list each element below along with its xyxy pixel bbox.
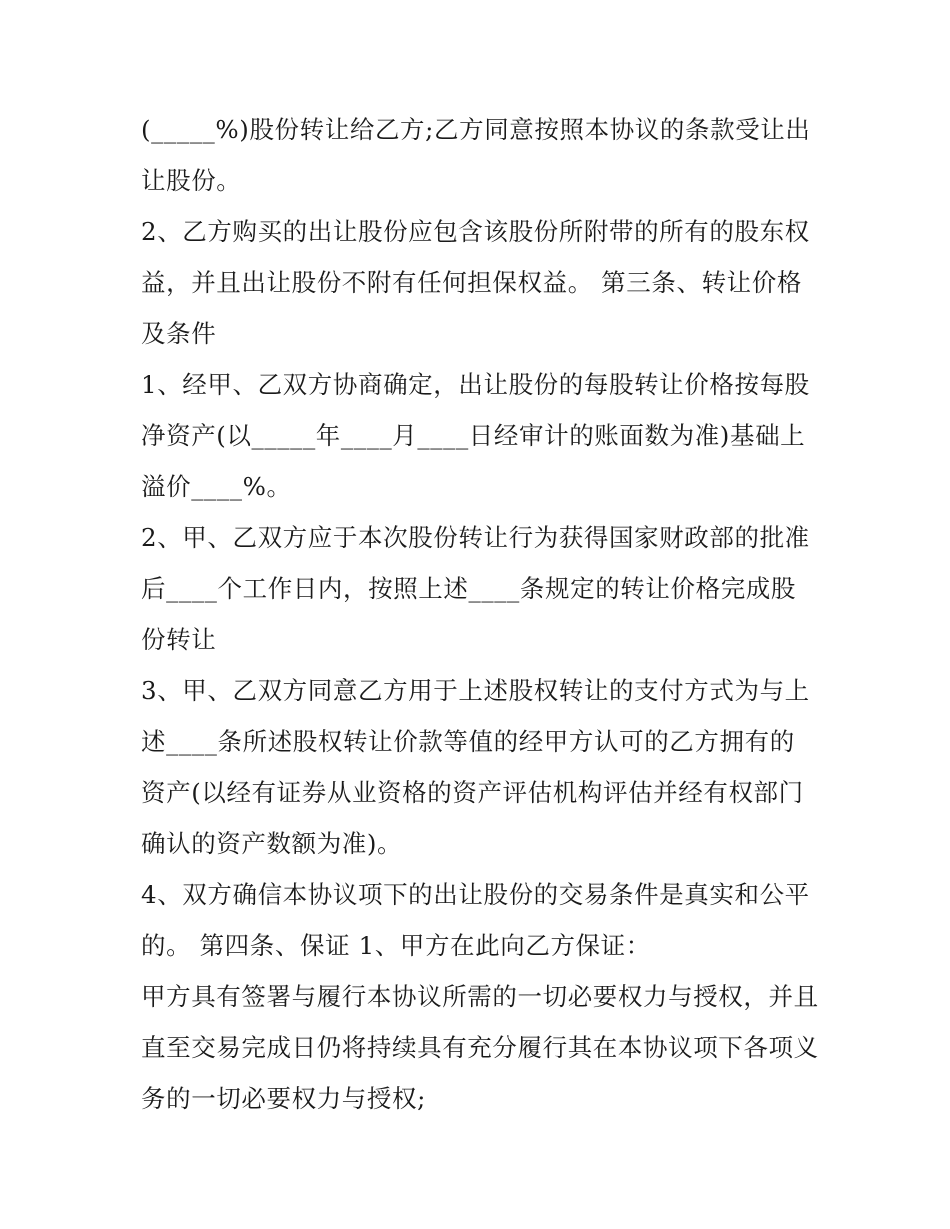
document-body	[141, 104, 821, 1124]
text-line: 的。 第四条、保证 1、甲方在此向乙方保证：	[141, 931, 651, 960]
text-line: 资产(以经有证券从业资格的资产评估机构评估并经有权部门	[141, 778, 804, 807]
text-line: 及条件	[141, 319, 217, 348]
text-line: 确认的资产数额为准)。	[141, 829, 403, 858]
text-line: 2、甲、乙双方应于本次股份转让行为获得国家财政部的批准	[141, 523, 810, 552]
text-line: 后____个工作日内，按照上述____条规定的转让价格完成股	[141, 574, 796, 603]
text-line: 直至交易完成日仍将持续具有充分履行其在本协议项下各项义	[141, 1033, 819, 1062]
text-line: 益，并且出让股份不附有任何担保权益。 第三条、转让价格	[141, 268, 802, 297]
text-line: 务的一切必要权力与授权;	[141, 1084, 426, 1113]
text-line: 4、双方确信本协议项下的出让股份的交易条件是真实和公平	[141, 880, 810, 909]
text-line: 1、经甲、乙双方协商确定，出让股份的每股转让价格按每股	[141, 370, 810, 399]
text-line: 述____条所述股权转让价款等值的经甲方认可的乙方拥有的	[141, 727, 795, 756]
text-line: 2、乙方购买的出让股份应包含该股份所附带的所有的股东权	[141, 217, 810, 246]
text-line: 3、甲、乙双方同意乙方用于上述股权转让的支付方式为与上	[141, 676, 810, 705]
text-line: 溢价____%。	[141, 472, 292, 501]
text-line: 份转让	[141, 625, 217, 654]
text-line: (_____%)股份转让给乙方;乙方同意按照本协议的条款受让出	[141, 115, 811, 144]
text-line: 甲方具有签署与履行本协议所需的一切必要权力与授权，并且	[141, 982, 819, 1011]
text-line: 净资产(以_____年____月____日经审计的账面数为准)基础上	[141, 421, 806, 450]
text-line: 让股份。	[141, 166, 242, 195]
